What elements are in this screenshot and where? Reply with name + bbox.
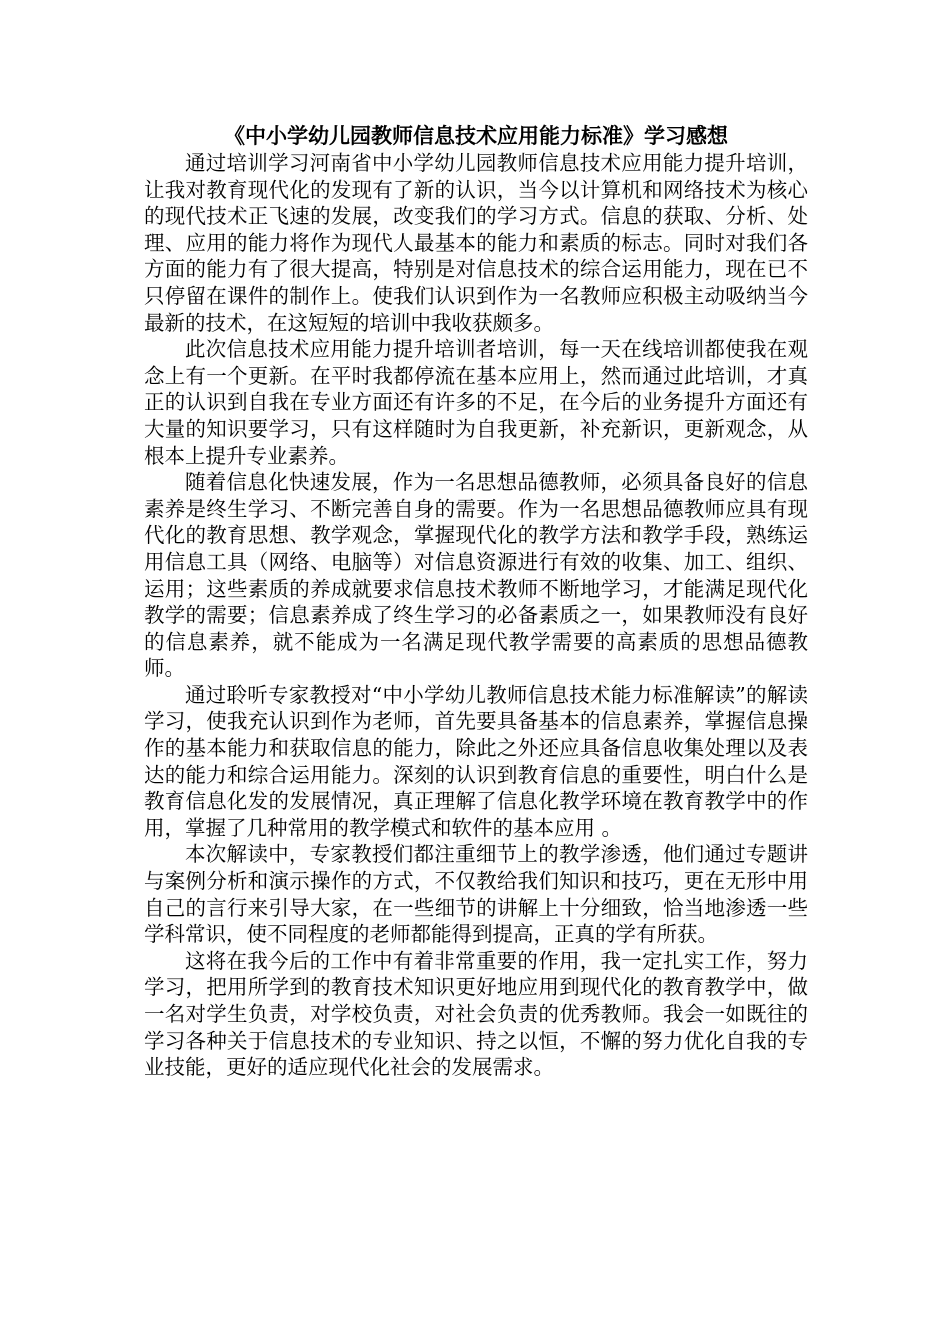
paragraph-1: 通过培训学习河南省中小学幼儿园教师信息技术应用能力提升培训，让我对教育现代化的发现有了新的认识，当今以计算机和网络技术为核心的现代技术正飞速的发展，改变我们的学习方式。信息的获取、分析、处理、应用的能力将作为现代人最基本的能力和素质的标志。同时对我们各方面的能力有了很大提高，特别是对信息技术的综合运用能力，现在已不只停留在课件的制作上。使我们认识到作为一名教师应积极主动吸纳当今最新的技术，在这短短的培训中我收获颇多。 <box>144 151 808 335</box>
paragraph-6: 这将在我今后的工作中有着非常重要的作用，我一定扎实工作，努力学习，把用所学到的教育技术知识更好地应用到现代化的教育教学中，做一名对学生负责，对学校负责，对社会负责的优秀教师。我会一如既往的学习各种关于信息技术的专业知识、持之以恒，不懈的努力优化自我的专业技能，更好的适应现代化社会的发展需求。 <box>144 948 808 1080</box>
document-page <box>144 122 808 1081</box>
document-title: 《中小学幼儿园教师信息技术应用能力标准》学习感想 <box>224 124 728 148</box>
paragraph-2: 此次信息技术应用能力提升培训者培训，每一天在线培训都使我在观念上有一个更新。在平时我都停流在基本应用上，然而通过此培训，才真正的认识到自我在专业方面还有许多的不足，在今后的业务提升方面还有大量的知识要学习，只有这样随时为自我更新，补充新识，更新观念，从根本上提升专业素养。 <box>144 337 808 468</box>
paragraph-5: 本次解读中，专家教授们都注重细节上的教学渗透，他们通过专题讲与案例分析和演示操作的方式，不仅教给我们知识和技巧，更在无形中用自己的言行来引导大家，在一些细节的讲解上十分细致，恰当地渗透一些学科常识，使不同程度的老师都能得到提高，正真的学有所获。 <box>144 842 808 947</box>
paragraph-3: 随着信息化快速发展，作为一名思想品德教师，必须具备良好的信息素养是终生学习、不断完善自身的需要。作为一名思想品德教师应具有现代化的教育思想、教学观念，掌握现代化的教学方法和教学手段，熟练运用信息工具（网络、电脑等）对信息资源进行有效的收集、加工、组织、运用；这些素质的养成就要求信息技术教师不断地学习，才能满足现代化教学的需要；信息素养成了终生学习的必备素质之一，如果教师没有良好的信息素养，就不能成为一名满足现代教学需要的高素质的思想品德教师。 <box>144 470 808 681</box>
paragraph-4: 通过聆听专家教授对“中小学幼儿教师信息技术能力标准解读”的解读学习，使我充认识到作为老师，首先要具备基本的信息素养，掌握信息操作的基本能力和获取信息的能力，除此之外还应具备信息收集处理以及表达的能力和综合运用能力。深刻的认识到教育信息的重要性，明白什么是教育信息化发的发展情况，真正理解了信息化教学环境在教育教学中的作用，掌握了几种常用的教学模式和软件的基本应用 。 <box>144 682 808 840</box>
